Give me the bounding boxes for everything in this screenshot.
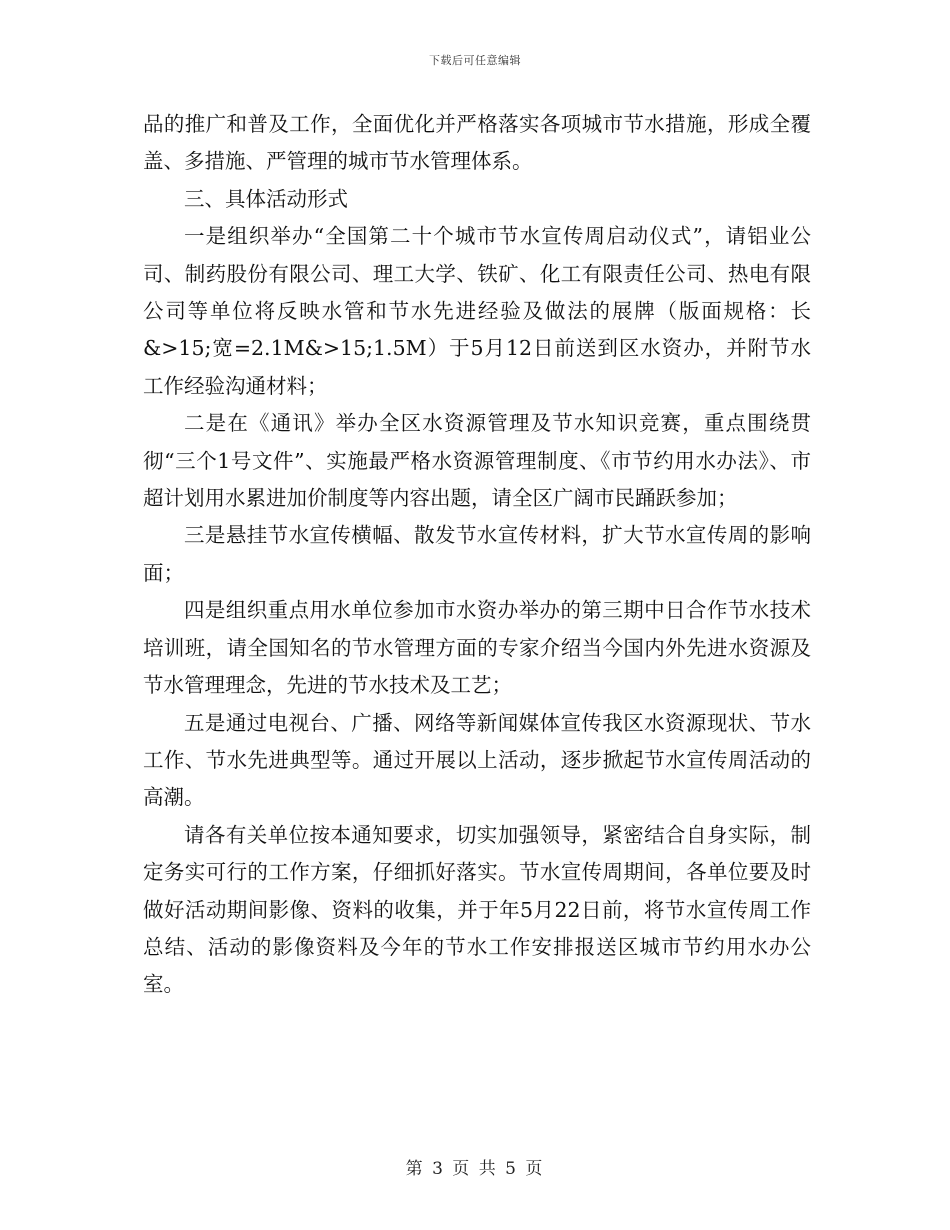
- paragraph-item-2: 二是在《通讯》举办全区水资源管理及节水知识竞赛，重点围绕贯彻“三个1号文件”、实施最严格水资源管理制度、《市节约用水办法》、市超计划用水累进加价制度等内容出题，请全区广阔市民踊跃参加；: [143, 411, 811, 511]
- paragraph-item-4: 四是组织重点用水单位参加市水资办举办的第三期中日合作节水技术培训班，请全国知名的节水管理方面的专家介绍当今国内外先进水资源及节水管理理念，先进的节水技术及工艺；: [143, 598, 811, 698]
- page-number: 第 3 页 共 5 页: [405, 1159, 545, 1179]
- page-header-note: 下载后可任意编辑: [429, 54, 521, 67]
- paragraph-closing: 请各有关单位按本通知要求，切实加强领导，紧密结合自身实际，制定务实可行的工作方案，仔细抓好落实。节水宣传周期间，各单位要及时做好活动期间影像、资料的收集，并于年5月22日前，将节水宣传周工作总结、活动的影像资料及今年的节水工作安排报送区城市节约用水办公室。: [143, 822, 811, 997]
- document-body: [143, 106, 811, 1004]
- paragraph-item-3: 三是悬挂节水宣传横幅、散发节水宣传材料，扩大节水宣传周的影响面；: [143, 523, 811, 585]
- paragraph-item-1: 一是组织举办“全国第二十个城市节水宣传周启动仪式”，请铝业公司、制药股份有限公司、理工大学、铁矿、化工有限责任公司、热电有限公司等单位将反映水管和节水先进经验及做法的展牌（版面规格：长&>15;宽=2.1M&>15;1.5M）于5月12日前送到区水资办，并附节水工作经验沟通材料；: [143, 224, 811, 398]
- section-heading: 三、具体活动形式: [184, 186, 348, 211]
- paragraph-continued: 品的推广和普及工作，全面优化并严格落实各项城市节水措施，形成全覆盖、多措施、严管理的城市节水管理体系。: [143, 112, 811, 174]
- paragraph-item-5: 五是通过电视台、广播、网络等新闻媒体宣传我区水资源现状、节水工作、节水先进典型等。通过开展以上活动，逐步掀起节水宣传周活动的高潮。: [143, 710, 811, 810]
